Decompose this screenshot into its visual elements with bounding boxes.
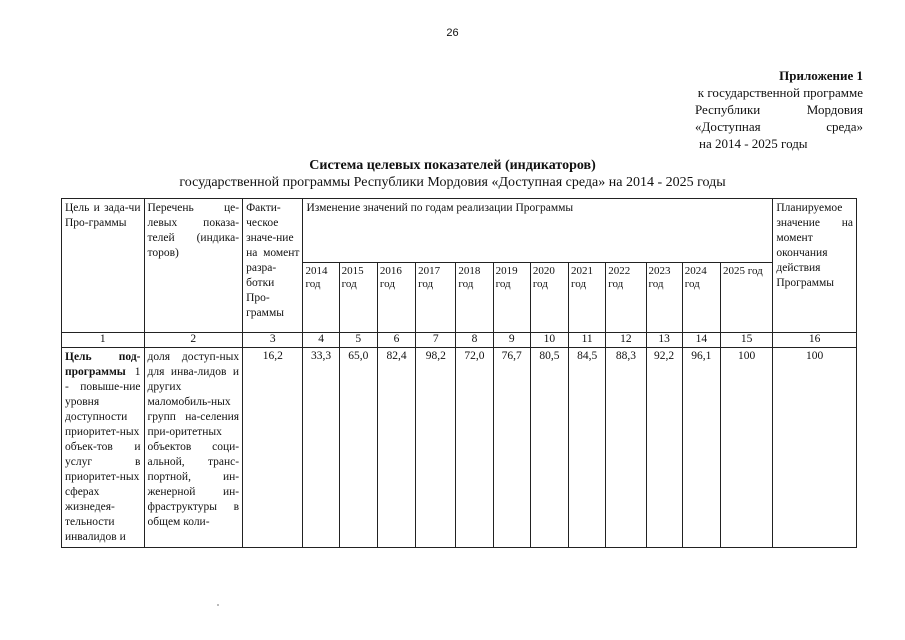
header-year-group: Изменение значений по годам реализации Программы bbox=[303, 199, 773, 263]
year-value-cell: 80,5 bbox=[530, 348, 568, 548]
column-number: 1 bbox=[62, 333, 145, 348]
appendix-block bbox=[668, 67, 863, 152]
header-year: 2022 год bbox=[606, 263, 646, 333]
column-number: 8 bbox=[456, 333, 493, 348]
appendix-line-3-word-2: Мордовия bbox=[806, 102, 863, 117]
header-year: 2023 год bbox=[646, 263, 682, 333]
indicators-table bbox=[61, 198, 857, 548]
heading-title: Система целевых показателей (индикаторов) bbox=[309, 158, 596, 173]
header-year: 2014 год bbox=[303, 263, 339, 333]
year-value-cell: 100 bbox=[720, 348, 772, 548]
goal-cell-bold: Цель под-программы bbox=[65, 351, 141, 378]
appendix-line-3 bbox=[668, 101, 863, 118]
column-number: 13 bbox=[646, 333, 682, 348]
appendix-line-4-word-1: «Доступная bbox=[695, 119, 761, 134]
column-number: 10 bbox=[530, 333, 568, 348]
appendix-line-4 bbox=[668, 118, 863, 135]
column-number: 9 bbox=[493, 333, 530, 348]
appendix-line-5: на 2014 - 2025 годы bbox=[699, 136, 808, 151]
year-value-cell: 33,3 bbox=[303, 348, 339, 548]
year-value-cell: 98,2 bbox=[416, 348, 456, 548]
header-year: 2025 год bbox=[720, 263, 772, 333]
document-heading bbox=[0, 157, 905, 191]
column-number: 12 bbox=[606, 333, 646, 348]
year-value-cell: 72,0 bbox=[456, 348, 493, 548]
header-year: 2020 год bbox=[530, 263, 568, 333]
appendix-title: Приложение 1 bbox=[779, 68, 863, 83]
column-number: 7 bbox=[416, 333, 456, 348]
appendix-line-4-word-2: среда» bbox=[826, 119, 863, 134]
header-year: 2019 год bbox=[493, 263, 530, 333]
table-row bbox=[62, 348, 857, 548]
column-number: 11 bbox=[569, 333, 606, 348]
column-number: 16 bbox=[773, 333, 857, 348]
header-indicator: Перечень це-левых показа-телей (индика-торов) bbox=[144, 199, 243, 333]
header-year: 2017 год bbox=[416, 263, 456, 333]
column-number: 14 bbox=[682, 333, 720, 348]
header-planned: Планируемое значение на момент окончания действия Программы bbox=[773, 199, 857, 333]
heading-subtitle: государственной программы Республики Мордовия «Доступная среда» на 2014 - 2025 годы bbox=[179, 175, 726, 190]
header-row bbox=[62, 199, 857, 263]
column-numbers-row bbox=[62, 333, 857, 348]
header-year: 2016 год bbox=[377, 263, 415, 333]
indicator-cell: доля доступ-ных для инва-лидов и других маломобиль-ных групп на-селения при-оритетных объектов соци-альной, транс-портной, ин-женерной ин-фраструктуры в общем коли- bbox=[144, 348, 243, 548]
header-year: 2015 год bbox=[339, 263, 377, 333]
year-value-cell: 96,1 bbox=[682, 348, 720, 548]
year-value-cell: 88,3 bbox=[606, 348, 646, 548]
scan-speck bbox=[217, 604, 219, 606]
goal-cell-text: 1 - повыше-ние уровня доступности приоритет-ных объек-тов и услуг в приоритет-ных сферах жизнедея-тельности инвалидов и bbox=[65, 366, 141, 543]
column-number: 6 bbox=[377, 333, 415, 348]
planned-value-cell: 100 bbox=[773, 348, 857, 548]
goal-cell bbox=[62, 348, 145, 548]
header-year: 2024 год bbox=[682, 263, 720, 333]
year-value-cell: 76,7 bbox=[493, 348, 530, 548]
column-number: 5 bbox=[339, 333, 377, 348]
page-number: 26 bbox=[446, 27, 459, 39]
actual-value-cell: 16,2 bbox=[243, 348, 303, 548]
header-actual: Факти-ческое значе-ние на момент разра-ботки Про-граммы bbox=[243, 199, 303, 333]
year-value-cell: 84,5 bbox=[569, 348, 606, 548]
appendix-line-3-word-1: Республики bbox=[695, 102, 761, 117]
column-number: 15 bbox=[720, 333, 772, 348]
column-number: 4 bbox=[303, 333, 339, 348]
appendix-line-2: к государственной программе bbox=[697, 85, 863, 100]
year-value-cell: 92,2 bbox=[646, 348, 682, 548]
year-value-cell: 65,0 bbox=[339, 348, 377, 548]
header-year: 2021 год bbox=[569, 263, 606, 333]
header-goal: Цель и зада-чи Про-граммы bbox=[62, 199, 145, 333]
column-number: 3 bbox=[243, 333, 303, 348]
year-value-cell: 82,4 bbox=[377, 348, 415, 548]
header-year: 2018 год bbox=[456, 263, 493, 333]
column-number: 2 bbox=[144, 333, 243, 348]
